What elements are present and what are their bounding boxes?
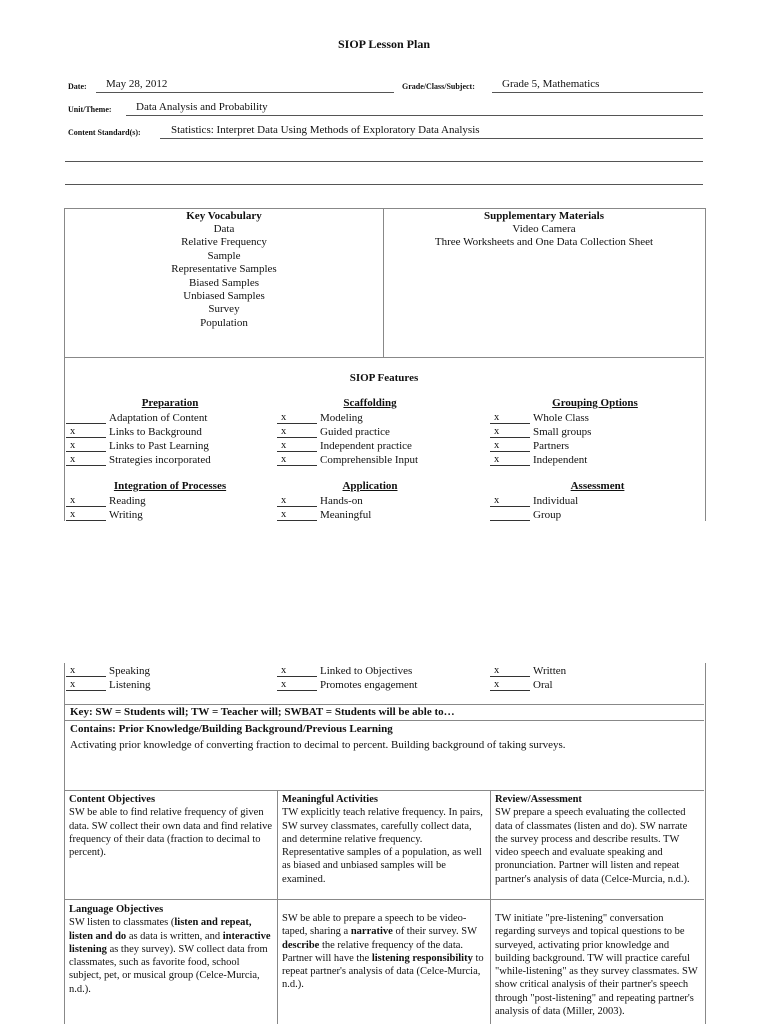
standards-value: Statistics: Interpret Data Using Methods of Exploratory Data Analysis [171,124,480,136]
date-label: Date: [68,82,87,91]
checkmark: x [66,439,106,452]
checkmark [66,411,106,424]
assessment-heading: Assessment [570,480,625,492]
meaningful-activities-text: TW explicitly teach relative frequency. In pairs, SW survey classmates, carefully collect data, and determine relative frequency. Representative samples of a population, as well as biased and unbiased samples will be examined. [282,807,483,885]
supplementary-heading: Supplementary Materials [483,210,605,222]
unit-value: Data Analysis and Probability [136,101,268,113]
vocab-item: Sample [207,249,241,262]
language-activity-text [282,912,486,992]
unit-label: Unit/Theme: [68,105,112,114]
key-vocabulary [65,210,383,330]
content-objectives-text: SW be able to find relative frequency of given data. SW collect their own data and find relative frequency of their data (fraction to decimal to percent). [69,807,273,859]
integration-heading: Integration of Processes [113,480,227,492]
language-activity-cell [282,912,486,992]
checkmark: x [66,508,106,521]
feature-label: Written [533,665,567,677]
bold-run: listening responsibility [371,952,473,964]
language-objectives-text [69,916,273,996]
vocab-item: Representative Samples [171,263,277,276]
key-vocabulary-heading: Key Vocabulary [186,210,262,222]
checkmark: x [490,425,530,438]
key-rule-bottom [65,720,704,721]
checkmark: x [490,439,530,452]
vocab-item: Data [213,223,235,235]
checkmark: x [66,453,106,466]
meaningful-activities-heading: Meaningful Activities [282,794,378,805]
page-title: SIOP Lesson Plan [337,37,431,51]
feature-label: Speaking [109,665,150,677]
text-run: as they survey). SW collect data from classmates, such as favorite food, school subject, pet, or musical group (Celce-Murcia, n.d.). [69,943,268,995]
table-rule-top [65,790,704,791]
blank-line-1 [65,161,703,162]
prior-knowledge-heading: Contains: Prior Knowledge/Building Background/Previous Learning [70,723,393,735]
feature-label: Small groups [533,426,592,438]
preparation-heading: Preparation [141,397,199,409]
text-run: the relative frequency of the data. Partner will have the [282,939,464,964]
table-col-divider-2 [490,790,491,1024]
content-objectives-cell [69,793,273,859]
table-col-divider-1 [277,790,278,1024]
siop-features-heading: SIOP Features [349,372,419,384]
checkmark: x [277,425,317,438]
key-vocabulary-list [65,223,383,330]
grouping-heading: Grouping Options [552,397,638,409]
vocab-item: Unbiased Samples [183,290,265,303]
table-row-divider [65,899,704,900]
grade-label: Grade/Class/Subject: [402,82,475,91]
vocab-bottom-rule [65,357,704,358]
checkmark: x [277,411,317,424]
supplementary-item: Three Worksheets and One Data Collection Sheet [434,236,654,249]
feature-label: Listening [109,679,151,691]
checkmark: x [490,453,530,466]
checkmark: x [66,425,106,438]
meaningful-activities-cell [282,793,486,886]
checkmark: x [490,411,530,424]
checkmark: x [490,494,530,507]
feature-label: Guided practice [320,426,390,438]
checkmark: x [277,494,317,507]
standards-label: Content Standard(s): [68,128,141,137]
grade-underline [492,92,703,93]
supplementary-list [384,223,704,250]
vocab-item: Relative Frequency [181,236,267,249]
date-value: May 28, 2012 [106,78,168,90]
language-objectives-cell [69,903,273,996]
feature-label: Group [533,509,562,521]
feature-label: Links to Background [109,426,202,438]
checkmark: x [66,678,106,691]
feature-label: Meaningful [320,509,372,521]
feature-label: Strategies incorporated [109,454,211,466]
text-run: SW listen to classmates ( [69,917,175,929]
unit-underline [126,115,703,116]
grade-value: Grade 5, Mathematics [502,78,600,90]
feature-label: Links to Past Learning [109,440,209,452]
text-run: to repeat partner's analysis of data (Celce-Murcia, n.d.). [282,952,484,991]
review-assessment-cell [495,793,700,886]
standards-underline [160,138,703,139]
checkmark: x [277,453,317,466]
feature-label: Writing [109,509,143,521]
feature-label: Independent [533,454,588,466]
checkmark: x [66,664,106,677]
blank-line-2 [65,184,703,185]
bold-run: narrative [350,926,393,938]
checkmark: x [490,664,530,677]
scaffolding-heading: Scaffolding [343,397,397,409]
prior-knowledge-text: Activating prior knowledge of converting fraction to decimal to percent. Building background of taking surveys. [70,739,566,751]
language-review-text: TW initiate "pre-listening" conversation regarding surveys and topical questions to be surveyed, activating prior knowledge and building background. TW will practice careful "while-listening" as they survey classmates. SW show critical analysis of their partner's speech through "post-listening" and repeating partner's analysis of data (Miller, 2003). [495,913,698,1018]
vocab-item: Biased Samples [189,276,259,289]
review-assessment-text: SW prepare a speech evaluating the collected data of classmates (listen and do). SW narrate the survey process and describe results. TW video speech and evaluate speaking and pronunciation. Partner will listen and repeat partner's analysis of data (Celce-Murcia, n.d.). [495,807,690,885]
feature-label: Partners [533,440,570,452]
text-run: of their survey. SW [392,926,477,938]
feature-label: Comprehensible Input [320,454,419,466]
bold-run: listen and repeat, listen and do [69,917,252,942]
supplementary-materials [384,210,704,250]
feature-label: Oral [533,679,553,691]
review-assessment-heading: Review/Assessment [495,794,582,805]
application-heading: Application [342,480,398,492]
supplementary-item: Video Camera [512,223,576,235]
text-run: SW be able to prepare a speech to be video-taped, sharing a [282,913,467,938]
key-rule-top [65,704,704,705]
date-underline [96,92,394,93]
feature-label: Reading [109,495,146,507]
checkmark: x [277,664,317,677]
language-objectives-heading: Language Objectives [69,904,164,915]
bold-run: describe [282,939,320,951]
feature-label: Linked to Objectives [320,665,413,677]
language-review-cell [495,912,700,1024]
vocab-item: Survey [208,303,240,316]
feature-label: Adaptation of Content [109,412,208,424]
text-run: as data is written, and [126,930,223,942]
checkmark: x [490,678,530,691]
checkmark: x [277,678,317,691]
feature-label: Individual [533,495,579,507]
content-objectives-heading: Content Objectives [69,794,156,805]
checkmark: x [277,508,317,521]
key-line: Key: SW = Students will; TW = Teacher will; SWBAT = Students will be able to… [70,706,455,718]
feature-label: Whole Class [533,412,589,424]
feature-label: Modeling [320,412,363,424]
checkmark: x [66,494,106,507]
bold-run: interactive listening [69,930,271,955]
vocab-item: Population [200,316,248,329]
checkmark: x [277,439,317,452]
checkmark [490,508,530,521]
feature-label: Hands-on [320,495,363,507]
feature-label: Independent practice [320,440,412,452]
feature-label: Promotes engagement [320,679,418,691]
